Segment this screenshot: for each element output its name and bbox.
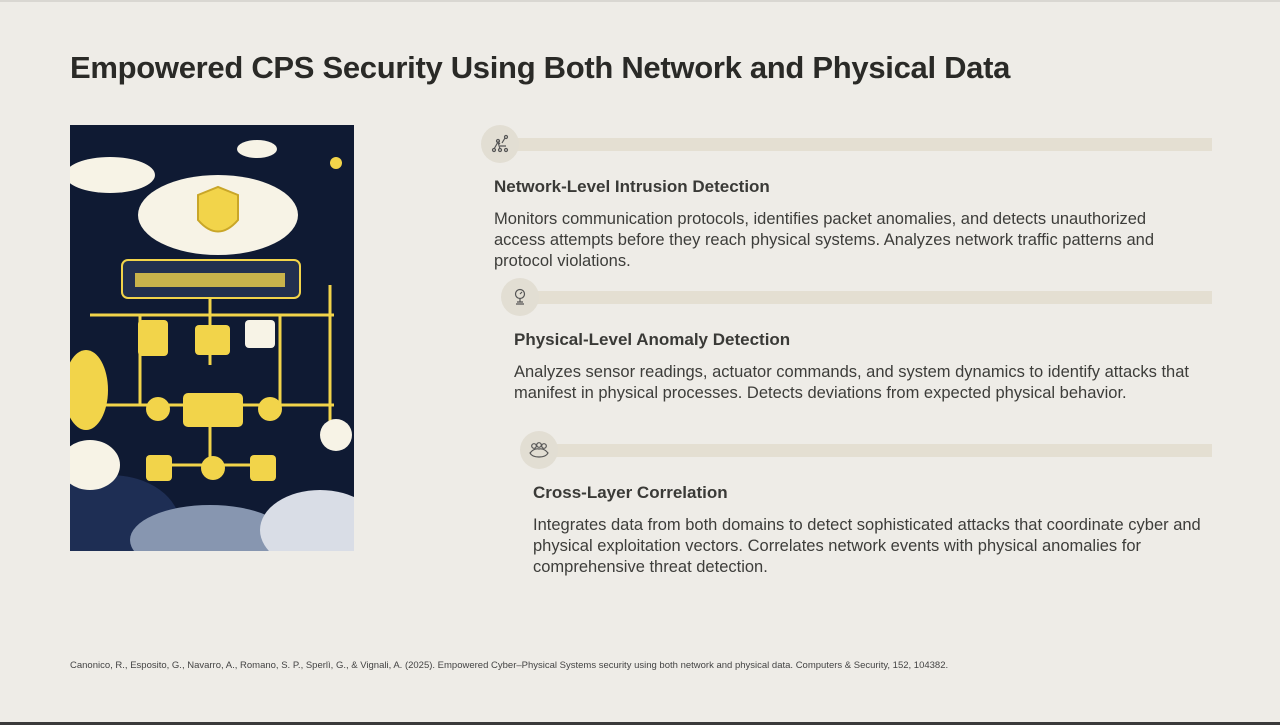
- sensor-gauge-icon: [501, 278, 539, 316]
- feature-body: Analyzes sensor readings, actuator commands, and system dynamics to identify attacks that manifest in physical processes. Detects deviations from expected physical behavior.: [514, 363, 1189, 402]
- slide-title: Empowered CPS Security Using Both Network and Physical Data: [70, 50, 1011, 85]
- feature-heading: Network-Level Intrusion Detection: [494, 177, 770, 196]
- section-bar: [538, 444, 1212, 457]
- feature-body: Integrates data from both domains to detect sophisticated attacks that coordinate cyber and physical exploitation vectors. Correlates network events with physical anomalies for comprehensive threat detection.: [533, 516, 1201, 576]
- section-bar: [499, 138, 1212, 151]
- citation: Canonico, R., Esposito, G., Navarro, A., Romano, S. P., Sperlì, G., & Vignali, A. (2025). Empowered Cyber–Physical Systems security using both network and physical data. Computers & Security, 152, 104382.: [70, 660, 949, 671]
- group-people-icon: [520, 431, 558, 469]
- feature-heading: Physical-Level Anomaly Detection: [514, 330, 791, 349]
- feature-heading: Cross-Layer Correlation: [533, 483, 728, 502]
- section-bar: [519, 291, 1212, 304]
- cps-security-illustration: [70, 125, 354, 551]
- top-border: [0, 0, 1280, 2]
- feature-body: Monitors communication protocols, identifies packet anomalies, and detects unauthorized access attempts before they reach physical systems. Analyzes network traffic patterns and protocol violations.: [494, 210, 1155, 270]
- network-graph-icon: [481, 125, 519, 163]
